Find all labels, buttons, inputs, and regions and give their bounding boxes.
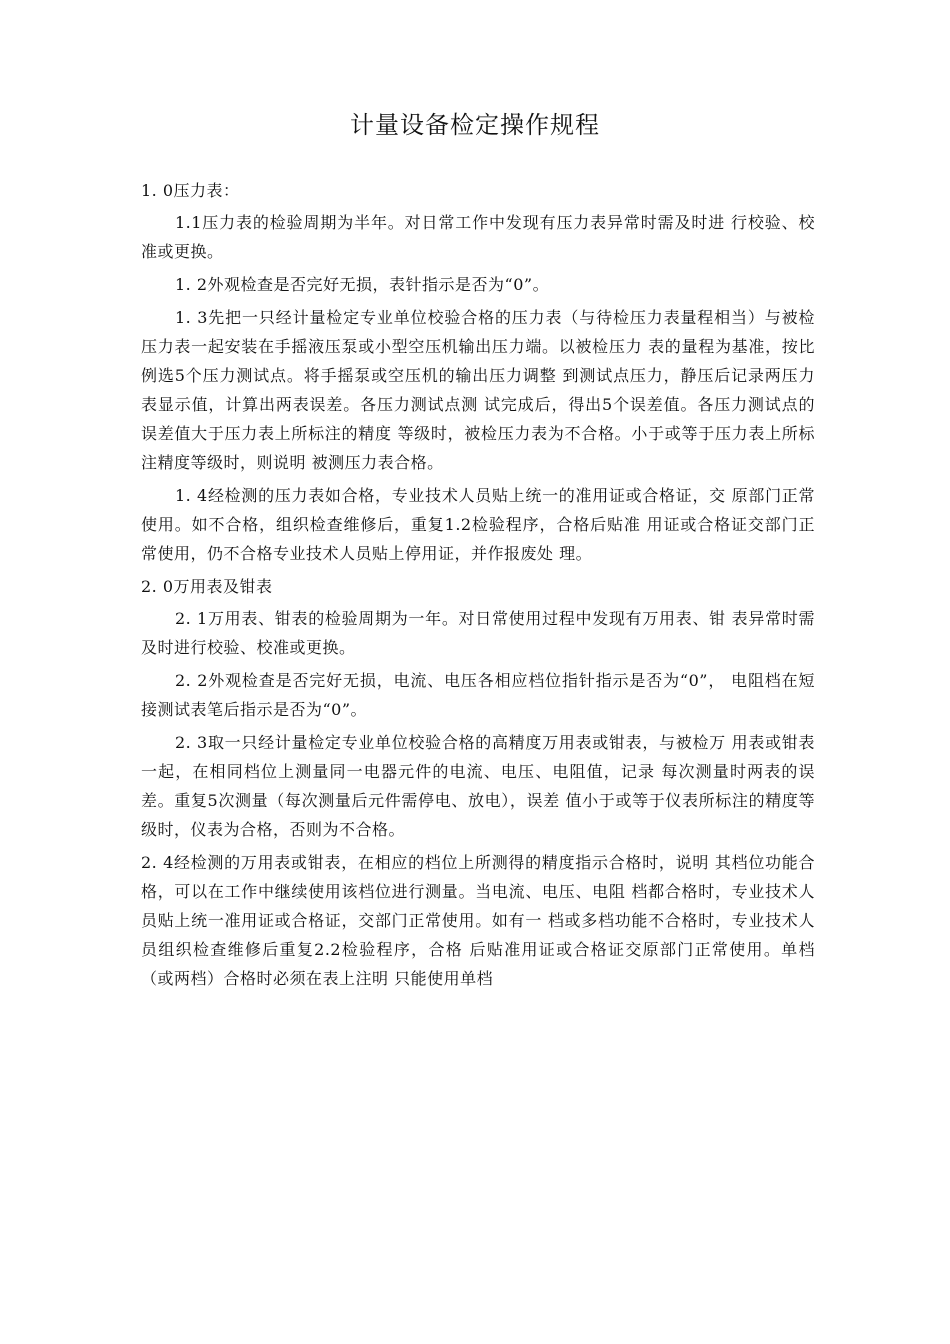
paragraph-1-1: 1.1压力表的检验周期为半年。对日常工作中发现有压力表异常时需及时进 行校验、校准或更换。: [141, 213, 815, 261]
document-title: 计量设备检定操作规程: [350, 111, 600, 139]
paragraph-2-2: 2. 2外观检查是否完好无损，电流、电压各相应档位指针指示是否为“0”， 电阻档在短接测试表笔后指示是否为“0”。: [141, 671, 815, 719]
paragraph-2-1: 2. 1万用表、钳表的检验周期为一年。对日常使用过程中发现有万用表、钳 表异常时需及时进行校验、校准或更换。: [141, 609, 815, 657]
paragraph-1-3: 1. 3先把一只经计量检定专业单位校验合格的压力表（与待检压力表量程相当）与被检压力表一起安装在手摇液压泵或小型空压机输出压力端。以被检压力 表的量程为基准，按比例选5个压力测试点。将手摇泵或空压机的输出压力调整 到测试点压力，静压后记录两压力表显示值，计算出两表误差。各压力测试点测 试完成后，得出5个误差值。各压力测试点的误差值大于压力表上所标注的精度 等级时，被检压力表为不合格。小于或等于压力表上所标注精度等级时，则说明 被测压力表合格。: [141, 308, 815, 472]
document-body: [141, 176, 815, 997]
paragraph-2-4: 2. 4经检测的万用表或钳表，在相应的档位上所测得的精度指示合格时，说明 其档位功能合格，可以在工作中继续使用该档位进行测量。当电流、电压、电阻 档都合格时，专业技术人员贴上统一准用证或合格证，交部门正常使用。如有一 档或多档功能不合格时，专业技术人员组织检查维修后重复2.2检验程序，合格 后贴准用证或合格证交原部门正常使用。单档（或两档）合格时必须在表上注明 只能使用单档: [141, 853, 815, 988]
section-heading-multimeter: 2. 0万用表及钳表: [141, 577, 273, 596]
section-heading-pressure-gauge: 1. 0压力表：: [141, 181, 240, 200]
paragraph-2-3: 2. 3取一只经计量检定专业单位校验合格的高精度万用表或钳表，与被检万 用表或钳表一起，在相同档位上测量同一电器元件的电流、电压、电阻值，记录 每次测量时两表的误差。重复5次测量（每次测量后元件需停电、放电），误差 值小于或等于仪表所标注的精度等级时，仪表为合格，否则为不合格。: [141, 733, 815, 839]
paragraph-1-4: 1. 4经检测的压力表如合格，专业技术人员贴上统一的准用证或合格证，交 原部门正常使用。如不合格，组织检查维修后，重复1.2检验程序，合格后贴准 用证或合格证交部门正常使用，仍不合格专业技术人员贴上停用证，并作报废处 理。: [141, 486, 815, 563]
paragraph-1-2: 1. 2外观检查是否完好无损，表针指示是否为“0”。: [175, 275, 550, 294]
